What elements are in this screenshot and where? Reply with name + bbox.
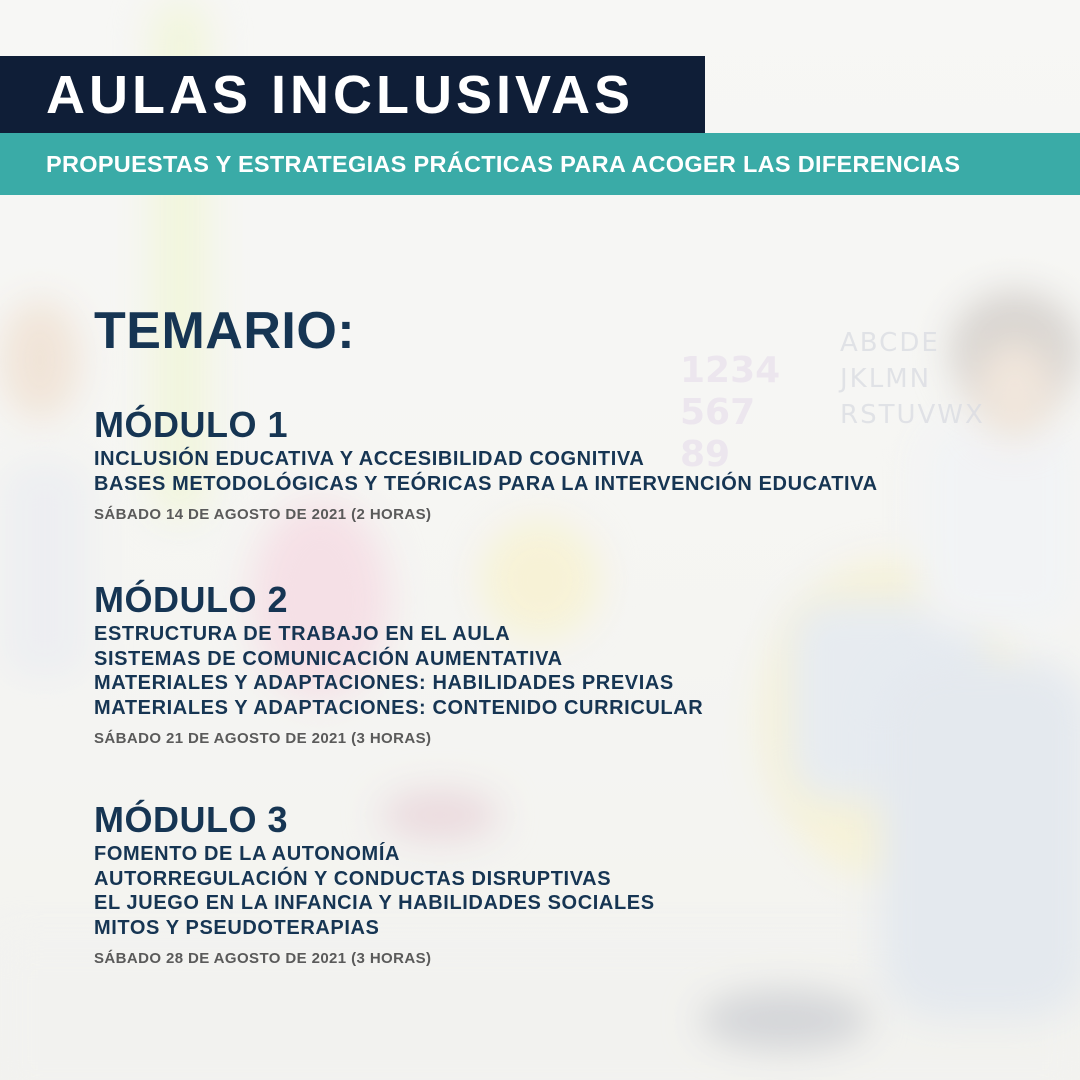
- module-date: SÁBADO 28 DE AGOSTO DE 2021 (3 HORAS): [94, 950, 432, 967]
- module-topic: MITOS Y PSEUDOTERAPIAS: [94, 916, 380, 939]
- module-2: [94, 580, 1044, 748]
- section-title: TEMARIO:: [94, 302, 356, 360]
- page-subtitle: PROPUESTAS Y ESTRATEGIAS PRÁCTICAS PARA ACOGER LAS DIFERENCIAS: [46, 150, 961, 177]
- wall-numbers: 1234 567 89: [680, 350, 781, 475]
- module-title: MÓDULO 1: [94, 404, 289, 445]
- module-title: MÓDULO 2: [94, 579, 289, 620]
- title-banner: [0, 56, 705, 133]
- syllabus: [94, 300, 1044, 1006]
- module-topic: BASES METODOLÓGICAS Y TEÓRICAS PARA LA INTERVENCIÓN EDUCATIVA: [94, 472, 878, 495]
- module-3: [94, 800, 1044, 968]
- module-topic: ESTRUCTURA DE TRABAJO EN EL AULA: [94, 623, 511, 645]
- module-topic: FOMENTO DE LA AUTONOMÍA: [94, 843, 401, 865]
- module-date: SÁBADO 21 DE AGOSTO DE 2021 (3 HORAS): [94, 730, 432, 747]
- module-1: [94, 405, 1044, 524]
- module-topic: SISTEMAS DE COMUNICACIÓN AUMENTATIVA: [94, 647, 563, 670]
- module-topic: INCLUSIÓN EDUCATIVA Y ACCESIBILIDAD COGNITIVA: [94, 448, 645, 470]
- module-topic: AUTORREGULACIÓN Y CONDUCTAS DISRUPTIVAS: [94, 867, 612, 890]
- module-topic: EL JUEGO EN LA INFANCIA Y HABILIDADES SOCIALES: [94, 892, 655, 914]
- wall-letters: ABCDE JKLMN RSTUVWX: [840, 328, 985, 430]
- subtitle-banner: [0, 133, 1080, 195]
- module-topic: MATERIALES Y ADAPTACIONES: CONTENIDO CURRICULAR: [94, 696, 704, 719]
- module-date: SÁBADO 14 DE AGOSTO DE 2021 (2 HORAS): [94, 506, 432, 523]
- module-topic: MATERIALES Y ADAPTACIONES: HABILIDADES PREVIAS: [94, 672, 674, 694]
- module-title: MÓDULO 3: [94, 799, 289, 840]
- page-title: AULAS INCLUSIVAS: [46, 64, 635, 125]
